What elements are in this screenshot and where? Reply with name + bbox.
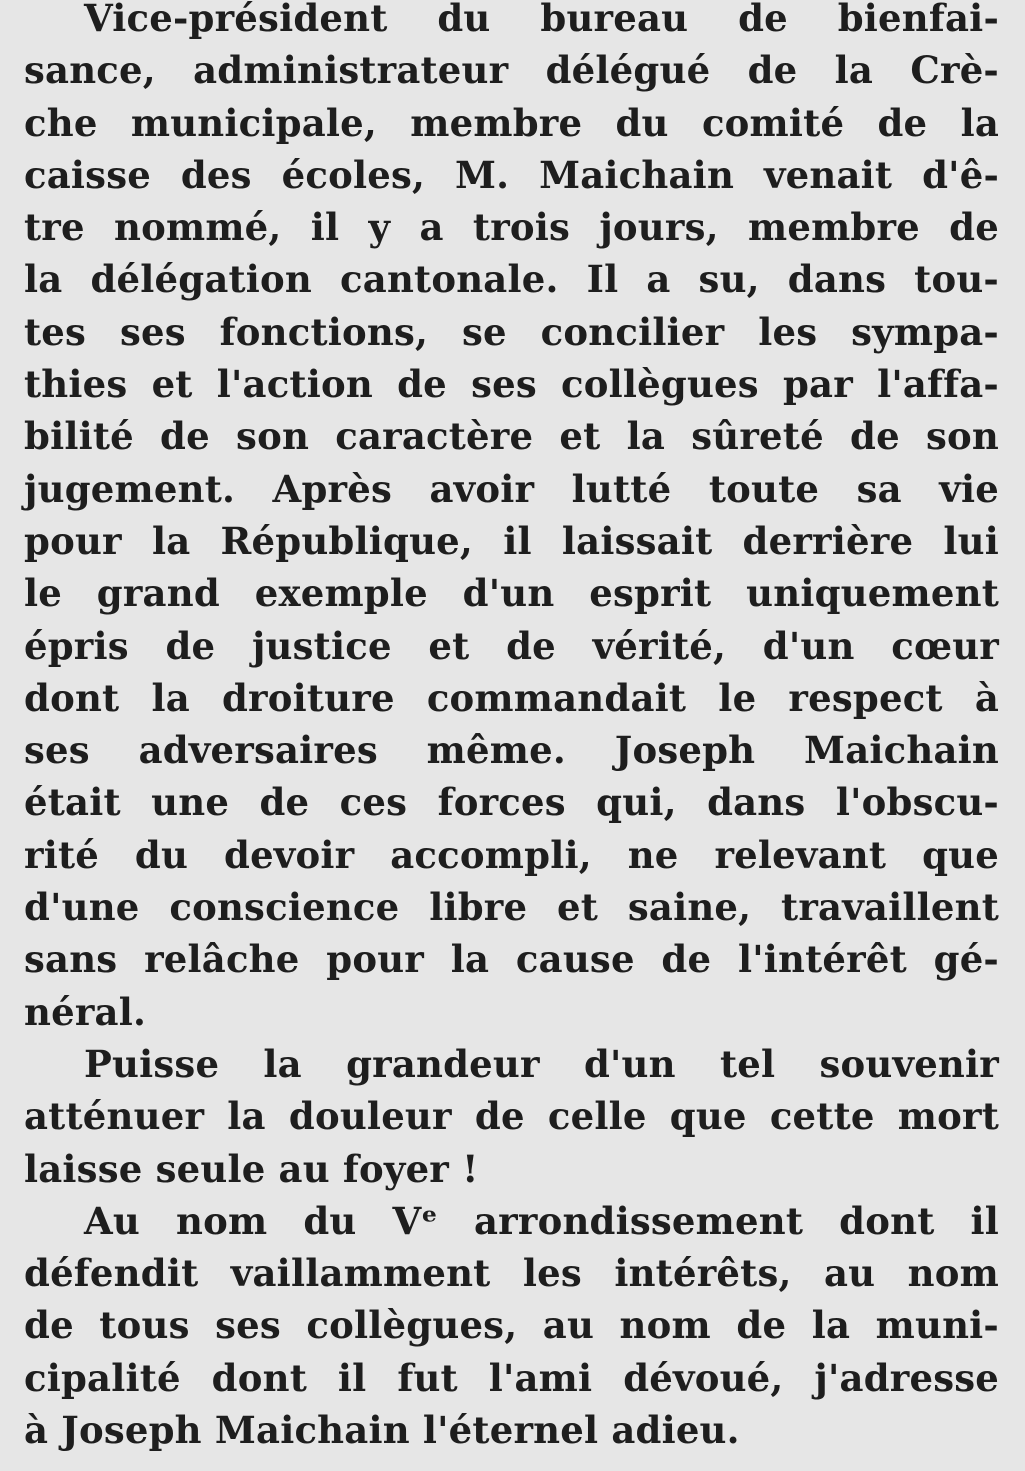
text-line: le grand exemple d'un esprit uniquement <box>24 571 999 616</box>
text-line: tes ses fonctions, se concilier les sympa- <box>24 309 999 354</box>
text-line: était une de ces forces qui, dans l'obscu- <box>24 780 999 825</box>
text-line: néral. <box>24 989 147 1034</box>
text-line: Au nom du Vᵉ arrondissement dont il <box>84 1198 999 1243</box>
text-line: sans relâche pour la cause de l'intérêt gé- <box>24 937 999 982</box>
paragraph-3 <box>24 1195 999 1456</box>
text-line: sance, administrateur délégué de la Crè- <box>24 48 999 93</box>
text-line: Puisse la grandeur d'un tel souvenir <box>84 1041 999 1086</box>
text-line: pour la République, il laissait derrière lui <box>24 518 999 563</box>
article-text <box>24 0 999 1456</box>
paragraph-1 <box>24 0 999 1038</box>
text-line: défendit vaillamment les intérêts, au nom <box>24 1251 999 1296</box>
text-line: caisse des écoles, M. Maichain venait d'ê- <box>24 152 999 197</box>
text-line: bilité de son caractère et la sûreté de son <box>24 414 999 459</box>
text-line: tre nommé, il y a trois jours, membre de <box>24 205 999 250</box>
text-line: de tous ses collègues, au nom de la muni- <box>24 1303 999 1348</box>
text-line: dont la droiture commandait le respect à <box>24 675 999 720</box>
text-line: laisse seule au foyer ! <box>24 1146 479 1191</box>
paragraph-2 <box>24 1038 999 1195</box>
text-line: à Joseph Maichain l'éternel adieu. <box>24 1408 740 1453</box>
text-line: la délégation cantonale. Il a su, dans tou- <box>24 257 999 302</box>
text-line: Vice-président du bureau de bienfai- <box>84 0 999 40</box>
text-line: rité du devoir accompli, ne relevant que <box>24 832 999 877</box>
text-line: ses adversaires même. Joseph Maichain <box>24 728 999 773</box>
text-line: atténuer la douleur de celle que cette mort <box>24 1094 999 1139</box>
text-line: thies et l'action de ses collègues par l'affa- <box>24 362 999 407</box>
text-line: épris de justice et de vérité, d'un cœur <box>24 623 999 668</box>
text-line: jugement. Après avoir lutté toute sa vie <box>24 466 999 511</box>
text-line: cipalité dont il fut l'ami dévoué, j'adresse <box>24 1355 999 1400</box>
text-line: d'une conscience libre et saine, travaillent <box>24 885 999 930</box>
text-line: che municipale, membre du comité de la <box>24 100 999 145</box>
